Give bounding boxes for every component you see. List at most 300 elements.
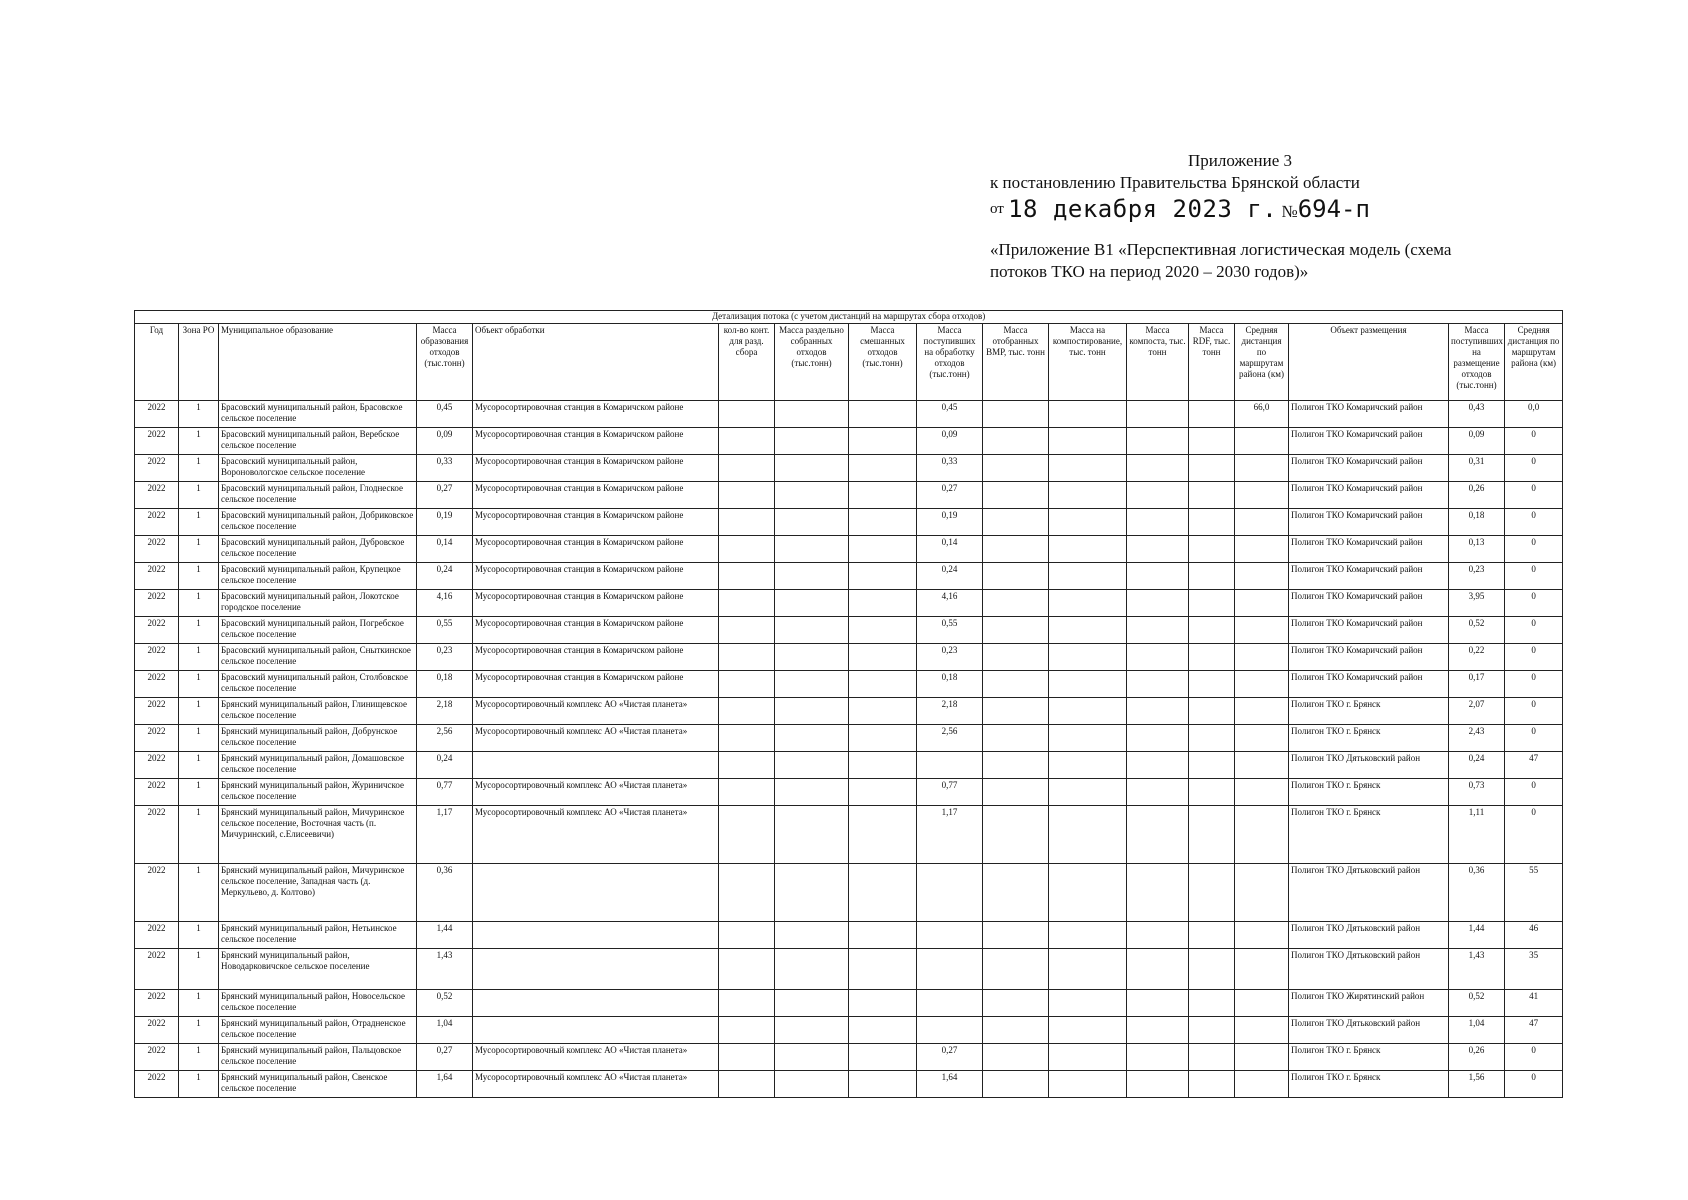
table-row bbox=[135, 428, 1563, 455]
table-row bbox=[135, 779, 1563, 806]
mixed-mass-cell bbox=[849, 752, 917, 779]
containers-cell bbox=[719, 698, 775, 725]
composting-mass-cell bbox=[1049, 698, 1127, 725]
mixed-mass-cell bbox=[849, 806, 917, 864]
municipality-cell: Брасовский муниципальный район, Вороновологское сельское поселение bbox=[219, 455, 417, 482]
disposal-distance-cell: 0 bbox=[1505, 1071, 1563, 1098]
processed-mass-cell: 0,55 bbox=[917, 617, 983, 644]
processed-mass-cell: 0,77 bbox=[917, 779, 983, 806]
table-row bbox=[135, 725, 1563, 752]
rdf-mass-cell bbox=[1189, 806, 1235, 864]
rdf-mass-cell bbox=[1189, 428, 1235, 455]
disposal-distance-cell: 0 bbox=[1505, 698, 1563, 725]
column-header: Масса раздельно собранных отходов (тыс.тонн) bbox=[775, 324, 849, 401]
processed-mass-cell: 0,45 bbox=[917, 401, 983, 428]
column-header: Муниципальное образование bbox=[219, 324, 417, 401]
disposal-object-cell: Полигон ТКО Дятьковский район bbox=[1289, 864, 1449, 922]
zone-cell: 1 bbox=[179, 864, 219, 922]
year-cell: 2022 bbox=[135, 1017, 179, 1044]
recyclables-mass-cell bbox=[983, 536, 1049, 563]
disposal-object-cell: Полигон ТКО Комаричский район bbox=[1289, 509, 1449, 536]
processing-object-cell: Мусоросортировочная станция в Комаричском районе bbox=[473, 428, 719, 455]
processing-object-cell: Мусоросортировочный комплекс АО «Чистая планета» bbox=[473, 779, 719, 806]
composting-mass-cell bbox=[1049, 563, 1127, 590]
compost-mass-cell bbox=[1127, 617, 1189, 644]
route-distance-cell bbox=[1235, 563, 1289, 590]
processed-mass-cell: 0,33 bbox=[917, 455, 983, 482]
mixed-mass-cell bbox=[849, 864, 917, 922]
zone-cell: 1 bbox=[179, 563, 219, 590]
resolution-date: 18 декабря 2023 г. bbox=[1008, 195, 1278, 223]
disposal-mass-cell: 0,13 bbox=[1449, 536, 1505, 563]
waste-flow-table bbox=[134, 310, 1563, 1098]
composting-mass-cell bbox=[1049, 671, 1127, 698]
municipality-cell: Брянский муниципальный район, Отрадненское сельское поселение bbox=[219, 1017, 417, 1044]
column-header: Масса поступивших на обработку отходов (тыс.тонн) bbox=[917, 324, 983, 401]
separate-mass-cell bbox=[775, 779, 849, 806]
municipality-cell: Брасовский муниципальный район, Сныткинское сельское поселение bbox=[219, 644, 417, 671]
containers-cell bbox=[719, 1044, 775, 1071]
route-distance-cell bbox=[1235, 1071, 1289, 1098]
containers-cell bbox=[719, 455, 775, 482]
processed-mass-cell bbox=[917, 949, 983, 990]
processed-mass-cell: 1,64 bbox=[917, 1071, 983, 1098]
zone-cell: 1 bbox=[179, 1071, 219, 1098]
processing-object-cell: Мусоросортировочная станция в Комаричском районе bbox=[473, 401, 719, 428]
column-header: Масса поступивших на размещение отходов (тыс.тонн) bbox=[1449, 324, 1505, 401]
containers-cell bbox=[719, 536, 775, 563]
processing-object-cell: Мусоросортировочная станция в Комаричском районе bbox=[473, 455, 719, 482]
disposal-object-cell: Полигон ТКО Комаричский район bbox=[1289, 644, 1449, 671]
table-row bbox=[135, 864, 1563, 922]
disposal-mass-cell: 0,52 bbox=[1449, 617, 1505, 644]
processed-mass-cell: 0,23 bbox=[917, 644, 983, 671]
table-row bbox=[135, 922, 1563, 949]
municipality-cell: Брасовский муниципальный район, Столбовское сельское поселение bbox=[219, 671, 417, 698]
disposal-distance-cell: 35 bbox=[1505, 949, 1563, 990]
disposal-distance-cell: 0 bbox=[1505, 563, 1563, 590]
disposal-mass-cell: 1,04 bbox=[1449, 1017, 1505, 1044]
municipality-cell: Брасовский муниципальный район, Локотское городское поселение bbox=[219, 590, 417, 617]
compost-mass-cell bbox=[1127, 590, 1189, 617]
disposal-object-cell: Полигон ТКО г. Брянск bbox=[1289, 698, 1449, 725]
year-cell: 2022 bbox=[135, 725, 179, 752]
route-distance-cell bbox=[1235, 779, 1289, 806]
zone-cell: 1 bbox=[179, 590, 219, 617]
disposal-object-cell: Полигон ТКО г. Брянск bbox=[1289, 1071, 1449, 1098]
recyclables-mass-cell bbox=[983, 1017, 1049, 1044]
mixed-mass-cell bbox=[849, 1071, 917, 1098]
processing-object-cell bbox=[473, 990, 719, 1017]
composting-mass-cell bbox=[1049, 922, 1127, 949]
processed-mass-cell bbox=[917, 864, 983, 922]
containers-cell bbox=[719, 590, 775, 617]
zone-cell: 1 bbox=[179, 1017, 219, 1044]
zone-cell: 1 bbox=[179, 752, 219, 779]
generation-mass-cell: 0,77 bbox=[417, 779, 473, 806]
route-distance-cell bbox=[1235, 1017, 1289, 1044]
processed-mass-cell: 1,17 bbox=[917, 806, 983, 864]
recyclables-mass-cell bbox=[983, 455, 1049, 482]
separate-mass-cell bbox=[775, 806, 849, 864]
municipality-cell: Брянский муниципальный район, Новодарковичское сельское поселение bbox=[219, 949, 417, 990]
rdf-mass-cell bbox=[1189, 1071, 1235, 1098]
generation-mass-cell: 0,24 bbox=[417, 563, 473, 590]
disposal-mass-cell: 1,44 bbox=[1449, 922, 1505, 949]
separate-mass-cell bbox=[775, 428, 849, 455]
disposal-distance-cell: 0 bbox=[1505, 617, 1563, 644]
separate-mass-cell bbox=[775, 590, 849, 617]
rdf-mass-cell bbox=[1189, 779, 1235, 806]
disposal-mass-cell: 0,18 bbox=[1449, 509, 1505, 536]
compost-mass-cell bbox=[1127, 752, 1189, 779]
table-row bbox=[135, 401, 1563, 428]
rdf-mass-cell bbox=[1189, 752, 1235, 779]
composting-mass-cell bbox=[1049, 644, 1127, 671]
municipality-cell: Брянский муниципальный район, Нетьинское сельское поселение bbox=[219, 922, 417, 949]
containers-cell bbox=[719, 1017, 775, 1044]
disposal-object-cell: Полигон ТКО Дятьковский район bbox=[1289, 752, 1449, 779]
recyclables-mass-cell bbox=[983, 806, 1049, 864]
zone-cell: 1 bbox=[179, 806, 219, 864]
resolution-date-line bbox=[990, 194, 1550, 227]
municipality-cell: Брасовский муниципальный район, Погребское сельское поселение bbox=[219, 617, 417, 644]
disposal-mass-cell: 0,52 bbox=[1449, 990, 1505, 1017]
composting-mass-cell bbox=[1049, 1044, 1127, 1071]
composting-mass-cell bbox=[1049, 806, 1127, 864]
column-header: Средняя дистанция по маршрутам района (км) bbox=[1505, 324, 1563, 401]
column-header: Масса RDF, тыс. тонн bbox=[1189, 324, 1235, 401]
composting-mass-cell bbox=[1049, 617, 1127, 644]
zone-cell: 1 bbox=[179, 671, 219, 698]
disposal-distance-cell: 0 bbox=[1505, 428, 1563, 455]
separate-mass-cell bbox=[775, 482, 849, 509]
rdf-mass-cell bbox=[1189, 617, 1235, 644]
table-row bbox=[135, 1017, 1563, 1044]
document-header bbox=[990, 150, 1550, 283]
compost-mass-cell bbox=[1127, 671, 1189, 698]
route-distance-cell bbox=[1235, 990, 1289, 1017]
route-distance-cell: 66,0 bbox=[1235, 401, 1289, 428]
generation-mass-cell: 0,27 bbox=[417, 482, 473, 509]
disposal-mass-cell: 0,22 bbox=[1449, 644, 1505, 671]
containers-cell bbox=[719, 779, 775, 806]
processing-object-cell: Мусоросортировочная станция в Комаричском районе bbox=[473, 563, 719, 590]
compost-mass-cell bbox=[1127, 1017, 1189, 1044]
disposal-mass-cell: 2,43 bbox=[1449, 725, 1505, 752]
composting-mass-cell bbox=[1049, 990, 1127, 1017]
disposal-mass-cell: 1,56 bbox=[1449, 1071, 1505, 1098]
mixed-mass-cell bbox=[849, 949, 917, 990]
recyclables-mass-cell bbox=[983, 990, 1049, 1017]
recyclables-mass-cell bbox=[983, 1071, 1049, 1098]
disposal-object-cell: Полигон ТКО Комаричский район bbox=[1289, 428, 1449, 455]
disposal-mass-cell: 0,43 bbox=[1449, 401, 1505, 428]
municipality-cell: Брянский муниципальный район, Глинищевское сельское поселение bbox=[219, 698, 417, 725]
route-distance-cell bbox=[1235, 949, 1289, 990]
disposal-mass-cell: 2,07 bbox=[1449, 698, 1505, 725]
disposal-distance-cell: 0 bbox=[1505, 536, 1563, 563]
zone-cell: 1 bbox=[179, 949, 219, 990]
containers-cell bbox=[719, 428, 775, 455]
disposal-distance-cell: 0 bbox=[1505, 725, 1563, 752]
disposal-object-cell: Полигон ТКО Комаричский район bbox=[1289, 536, 1449, 563]
table-row bbox=[135, 752, 1563, 779]
generation-mass-cell: 1,43 bbox=[417, 949, 473, 990]
generation-mass-cell: 0,33 bbox=[417, 455, 473, 482]
generation-mass-cell: 1,44 bbox=[417, 922, 473, 949]
compost-mass-cell bbox=[1127, 401, 1189, 428]
mixed-mass-cell bbox=[849, 990, 917, 1017]
route-distance-cell bbox=[1235, 455, 1289, 482]
rdf-mass-cell bbox=[1189, 536, 1235, 563]
rdf-mass-cell bbox=[1189, 949, 1235, 990]
generation-mass-cell: 2,18 bbox=[417, 698, 473, 725]
year-cell: 2022 bbox=[135, 617, 179, 644]
recyclables-mass-cell bbox=[983, 563, 1049, 590]
mixed-mass-cell bbox=[849, 1017, 917, 1044]
generation-mass-cell: 0,52 bbox=[417, 990, 473, 1017]
appendix-number: Приложение 3 bbox=[1188, 151, 1292, 170]
mixed-mass-cell bbox=[849, 922, 917, 949]
disposal-distance-cell: 0,0 bbox=[1505, 401, 1563, 428]
recyclables-mass-cell bbox=[983, 725, 1049, 752]
processing-object-cell: Мусоросортировочная станция в Комаричском районе bbox=[473, 509, 719, 536]
zone-cell: 1 bbox=[179, 536, 219, 563]
year-cell: 2022 bbox=[135, 698, 179, 725]
disposal-distance-cell: 0 bbox=[1505, 644, 1563, 671]
separate-mass-cell bbox=[775, 1071, 849, 1098]
generation-mass-cell: 1,64 bbox=[417, 1071, 473, 1098]
route-distance-cell bbox=[1235, 482, 1289, 509]
disposal-mass-cell: 0,26 bbox=[1449, 1044, 1505, 1071]
disposal-mass-cell: 0,24 bbox=[1449, 752, 1505, 779]
processing-object-cell: Мусоросортировочный комплекс АО «Чистая планета» bbox=[473, 1071, 719, 1098]
compost-mass-cell bbox=[1127, 949, 1189, 990]
composting-mass-cell bbox=[1049, 509, 1127, 536]
table-row bbox=[135, 949, 1563, 990]
rdf-mass-cell bbox=[1189, 990, 1235, 1017]
table-row bbox=[135, 990, 1563, 1017]
generation-mass-cell: 0,55 bbox=[417, 617, 473, 644]
compost-mass-cell bbox=[1127, 806, 1189, 864]
generation-mass-cell: 0,18 bbox=[417, 671, 473, 698]
containers-cell bbox=[719, 644, 775, 671]
recyclables-mass-cell bbox=[983, 644, 1049, 671]
mixed-mass-cell bbox=[849, 482, 917, 509]
mixed-mass-cell bbox=[849, 455, 917, 482]
mixed-mass-cell bbox=[849, 644, 917, 671]
appendix-title bbox=[990, 239, 1550, 283]
recyclables-mass-cell bbox=[983, 401, 1049, 428]
municipality-cell: Брянский муниципальный район, Мичуринское сельское поселение, Восточная часть (п. Мичуринский, с.Елисеевичи) bbox=[219, 806, 417, 864]
municipality-cell: Брасовский муниципальный район, Крупецкое сельское поселение bbox=[219, 563, 417, 590]
route-distance-cell bbox=[1235, 590, 1289, 617]
composting-mass-cell bbox=[1049, 949, 1127, 990]
separate-mass-cell bbox=[775, 644, 849, 671]
table-header-row bbox=[135, 324, 1563, 401]
disposal-object-cell: Полигон ТКО Дятьковский район bbox=[1289, 922, 1449, 949]
year-cell: 2022 bbox=[135, 644, 179, 671]
table-caption: Детализация потока (с учетом дистанций на маршрутах сбора отходов) bbox=[135, 311, 1563, 324]
separate-mass-cell bbox=[775, 401, 849, 428]
mixed-mass-cell bbox=[849, 698, 917, 725]
year-cell: 2022 bbox=[135, 949, 179, 990]
containers-cell bbox=[719, 671, 775, 698]
generation-mass-cell: 0,27 bbox=[417, 1044, 473, 1071]
route-distance-cell bbox=[1235, 428, 1289, 455]
column-header: Зона РО bbox=[179, 324, 219, 401]
rdf-mass-cell bbox=[1189, 1017, 1235, 1044]
processed-mass-cell: 4,16 bbox=[917, 590, 983, 617]
disposal-mass-cell: 0,23 bbox=[1449, 563, 1505, 590]
disposal-distance-cell: 46 bbox=[1505, 922, 1563, 949]
generation-mass-cell: 0,09 bbox=[417, 428, 473, 455]
processing-object-cell: Мусоросортировочная станция в Комаричском районе bbox=[473, 536, 719, 563]
generation-mass-cell: 1,04 bbox=[417, 1017, 473, 1044]
disposal-mass-cell: 3,95 bbox=[1449, 590, 1505, 617]
number-sign: № bbox=[1281, 202, 1298, 221]
municipality-cell: Брянский муниципальный район, Новосельское сельское поселение bbox=[219, 990, 417, 1017]
route-distance-cell bbox=[1235, 1044, 1289, 1071]
disposal-distance-cell: 41 bbox=[1505, 990, 1563, 1017]
rdf-mass-cell bbox=[1189, 563, 1235, 590]
composting-mass-cell bbox=[1049, 725, 1127, 752]
compost-mass-cell bbox=[1127, 1071, 1189, 1098]
table-row bbox=[135, 671, 1563, 698]
separate-mass-cell bbox=[775, 455, 849, 482]
processing-object-cell: Мусоросортировочная станция в Комаричском районе bbox=[473, 482, 719, 509]
route-distance-cell bbox=[1235, 536, 1289, 563]
rdf-mass-cell bbox=[1189, 590, 1235, 617]
disposal-object-cell: Полигон ТКО Жирятинский район bbox=[1289, 990, 1449, 1017]
zone-cell: 1 bbox=[179, 922, 219, 949]
containers-cell bbox=[719, 864, 775, 922]
year-cell: 2022 bbox=[135, 806, 179, 864]
disposal-object-cell: Полигон ТКО г. Брянск bbox=[1289, 806, 1449, 864]
compost-mass-cell bbox=[1127, 482, 1189, 509]
containers-cell bbox=[719, 949, 775, 990]
table-row bbox=[135, 1044, 1563, 1071]
mixed-mass-cell bbox=[849, 590, 917, 617]
containers-cell bbox=[719, 922, 775, 949]
containers-cell bbox=[719, 990, 775, 1017]
column-header: Год bbox=[135, 324, 179, 401]
zone-cell: 1 bbox=[179, 779, 219, 806]
zone-cell: 1 bbox=[179, 617, 219, 644]
disposal-mass-cell: 0,17 bbox=[1449, 671, 1505, 698]
containers-cell bbox=[719, 1071, 775, 1098]
zone-cell: 1 bbox=[179, 455, 219, 482]
processed-mass-cell: 0,14 bbox=[917, 536, 983, 563]
disposal-object-cell: Полигон ТКО Дятьковский район bbox=[1289, 1017, 1449, 1044]
disposal-distance-cell: 0 bbox=[1505, 590, 1563, 617]
zone-cell: 1 bbox=[179, 725, 219, 752]
zone-cell: 1 bbox=[179, 644, 219, 671]
separate-mass-cell bbox=[775, 949, 849, 990]
recyclables-mass-cell bbox=[983, 509, 1049, 536]
separate-mass-cell bbox=[775, 922, 849, 949]
separate-mass-cell bbox=[775, 671, 849, 698]
generation-mass-cell: 4,16 bbox=[417, 590, 473, 617]
disposal-mass-cell: 0,09 bbox=[1449, 428, 1505, 455]
compost-mass-cell bbox=[1127, 779, 1189, 806]
generation-mass-cell: 0,24 bbox=[417, 752, 473, 779]
processing-object-cell: Мусоросортировочная станция в Комаричском районе bbox=[473, 671, 719, 698]
year-cell: 2022 bbox=[135, 536, 179, 563]
rdf-mass-cell bbox=[1189, 671, 1235, 698]
generation-mass-cell: 1,17 bbox=[417, 806, 473, 864]
composting-mass-cell bbox=[1049, 482, 1127, 509]
table-row bbox=[135, 482, 1563, 509]
mixed-mass-cell bbox=[849, 725, 917, 752]
processed-mass-cell: 0,24 bbox=[917, 563, 983, 590]
disposal-mass-cell: 1,43 bbox=[1449, 949, 1505, 990]
year-cell: 2022 bbox=[135, 455, 179, 482]
disposal-mass-cell: 0,26 bbox=[1449, 482, 1505, 509]
generation-mass-cell: 0,45 bbox=[417, 401, 473, 428]
mixed-mass-cell bbox=[849, 671, 917, 698]
disposal-distance-cell: 47 bbox=[1505, 752, 1563, 779]
mixed-mass-cell bbox=[849, 536, 917, 563]
processed-mass-cell bbox=[917, 1017, 983, 1044]
compost-mass-cell bbox=[1127, 536, 1189, 563]
disposal-distance-cell: 0 bbox=[1505, 1044, 1563, 1071]
municipality-cell: Брянский муниципальный район, Мичуринское сельское поселение, Западная часть (д. Меркульево, д. Колтово) bbox=[219, 864, 417, 922]
column-header: Масса отобранных ВМР, тыс. тонн bbox=[983, 324, 1049, 401]
mixed-mass-cell bbox=[849, 563, 917, 590]
processed-mass-cell: 0,18 bbox=[917, 671, 983, 698]
table-row bbox=[135, 617, 1563, 644]
resolution-reference: к постановлению Правительства Брянской области bbox=[990, 173, 1360, 192]
compost-mass-cell bbox=[1127, 509, 1189, 536]
municipality-cell: Брасовский муниципальный район, Брасовское сельское поселение bbox=[219, 401, 417, 428]
compost-mass-cell bbox=[1127, 455, 1189, 482]
disposal-object-cell: Полигон ТКО Комаричский район bbox=[1289, 617, 1449, 644]
zone-cell: 1 bbox=[179, 428, 219, 455]
disposal-mass-cell: 1,11 bbox=[1449, 806, 1505, 864]
disposal-object-cell: Полигон ТКО г. Брянск bbox=[1289, 1044, 1449, 1071]
disposal-object-cell: Полигон ТКО Комаричский район bbox=[1289, 401, 1449, 428]
compost-mass-cell bbox=[1127, 563, 1189, 590]
processing-object-cell: Мусоросортировочная станция в Комаричском районе bbox=[473, 644, 719, 671]
containers-cell bbox=[719, 563, 775, 590]
processed-mass-cell: 2,56 bbox=[917, 725, 983, 752]
separate-mass-cell bbox=[775, 990, 849, 1017]
generation-mass-cell: 0,23 bbox=[417, 644, 473, 671]
year-cell: 2022 bbox=[135, 671, 179, 698]
rdf-mass-cell bbox=[1189, 725, 1235, 752]
route-distance-cell bbox=[1235, 509, 1289, 536]
column-header: Масса образования отходов (тыс.тонн) bbox=[417, 324, 473, 401]
route-distance-cell bbox=[1235, 752, 1289, 779]
disposal-object-cell: Полигон ТКО Дятьковский район bbox=[1289, 949, 1449, 990]
mixed-mass-cell bbox=[849, 1044, 917, 1071]
processed-mass-cell bbox=[917, 990, 983, 1017]
table-row bbox=[135, 455, 1563, 482]
route-distance-cell bbox=[1235, 864, 1289, 922]
compost-mass-cell bbox=[1127, 864, 1189, 922]
zone-cell: 1 bbox=[179, 990, 219, 1017]
recyclables-mass-cell bbox=[983, 482, 1049, 509]
processing-object-cell bbox=[473, 949, 719, 990]
zone-cell: 1 bbox=[179, 698, 219, 725]
municipality-cell: Брянский муниципальный район, Журиничское сельское поселение bbox=[219, 779, 417, 806]
disposal-distance-cell: 0 bbox=[1505, 806, 1563, 864]
generation-mass-cell: 2,56 bbox=[417, 725, 473, 752]
compost-mass-cell bbox=[1127, 725, 1189, 752]
processing-object-cell bbox=[473, 1017, 719, 1044]
